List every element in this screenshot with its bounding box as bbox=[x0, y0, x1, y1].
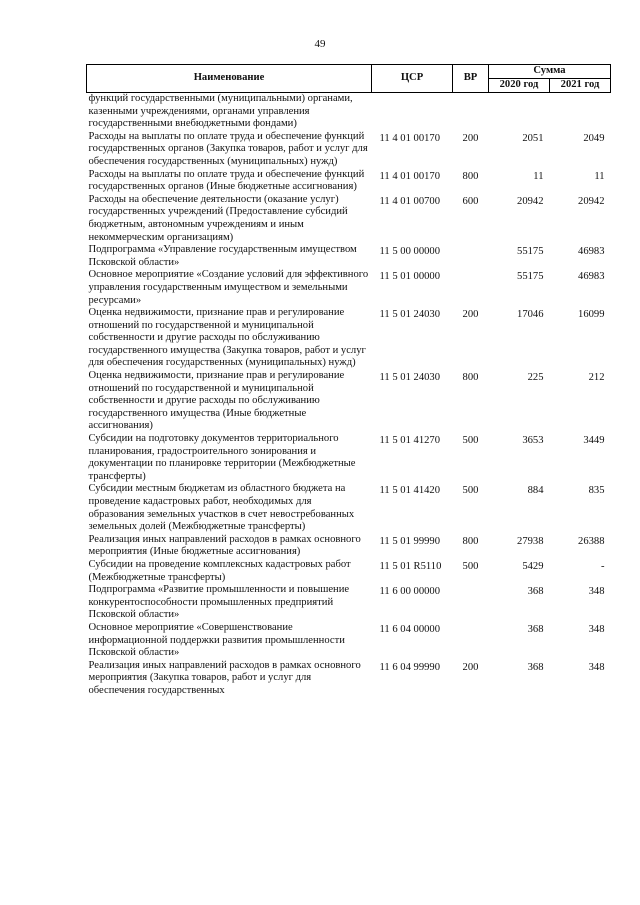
row-vr: 500 bbox=[462, 485, 479, 497]
table-row bbox=[87, 584, 611, 622]
row-csr: 11 6 00 00000 bbox=[379, 586, 441, 598]
row-csr: 11 4 01 00170 bbox=[379, 170, 441, 182]
row-csr: 11 5 01 24030 bbox=[379, 372, 441, 384]
row-csr: 11 4 01 00170 bbox=[379, 132, 441, 144]
table-row bbox=[87, 622, 611, 660]
row-value-2020: 3653 bbox=[522, 435, 544, 447]
row-name: Основное мероприятие «Создание условий для эффективного управления государственным имуществом и земельными ресурсами» bbox=[88, 269, 369, 306]
row-csr bbox=[372, 93, 453, 131]
row-vr: 800 bbox=[462, 535, 479, 547]
row-value-2021: 3449 bbox=[583, 435, 605, 447]
row-name: Расходы на выплаты по оплате труда и обеспечение функций государственных органов (Иные бюджетные ассигнования) bbox=[88, 168, 365, 193]
table-row bbox=[87, 559, 611, 584]
table-row bbox=[87, 483, 611, 533]
row-name: Расходы на выплаты по оплате труда и обеспечение функций государственных органов (Закупка товаров, работ и услуг для обеспечения государственных (муниципальных) нужд) bbox=[88, 130, 368, 167]
row-value-2021: 46983 bbox=[578, 246, 605, 258]
row-csr: 11 4 01 00700 bbox=[379, 195, 441, 207]
header-csr: ЦСР bbox=[372, 65, 453, 93]
row-value-2020 bbox=[489, 93, 550, 131]
table-row bbox=[87, 93, 611, 131]
row-csr: 11 6 04 00000 bbox=[379, 623, 441, 635]
row-csr: 11 5 01 41420 bbox=[379, 485, 441, 497]
table-row bbox=[87, 307, 611, 370]
row-name: Субсидии на подготовку документов территориального планирования, градостроительного зонирования и документации по планировке территории (Межбюджетные трансферты) bbox=[88, 433, 356, 482]
row-value-2020: 17046 bbox=[517, 309, 544, 321]
row-vr bbox=[453, 244, 489, 269]
table-row bbox=[87, 244, 611, 269]
row-value-2020: 55175 bbox=[517, 246, 544, 258]
row-value-2021: 348 bbox=[588, 661, 605, 673]
row-value-2020: 368 bbox=[527, 661, 544, 673]
row-csr: 11 5 00 00000 bbox=[379, 246, 441, 258]
row-vr: 500 bbox=[462, 435, 479, 447]
row-name: Подпрограмма «Развитие промышленности и повышение конкурентоспособности промышленных предприятий Псковской области» bbox=[88, 584, 350, 621]
row-name: Реализация иных направлений расходов в рамках основного мероприятия (Иные бюджетные ассигнования) bbox=[88, 533, 361, 558]
row-vr: 200 bbox=[462, 132, 479, 144]
budget-table bbox=[86, 64, 611, 698]
row-name: Оценка недвижимости, признание прав и регулирование отношений по государственной и муниципальной собственности и другие расходы по обслуживанию государственного имущества (Закупка товаров, работ и услуг для обеспечения государственных (муниципальных) нужд) bbox=[88, 307, 366, 369]
row-name: функций государственными (муниципальными) органами, казенными учреждениями, органами управления государственными внебюджетными фондами) bbox=[88, 93, 353, 130]
row-value-2021: 835 bbox=[588, 485, 605, 497]
table-row bbox=[87, 660, 611, 698]
table-row bbox=[87, 534, 611, 559]
row-name: Субсидии на проведение комплексных кадастровых работ (Межбюджетные трансферты) bbox=[88, 558, 351, 583]
header-vr: ВР bbox=[453, 65, 489, 93]
row-vr: 200 bbox=[462, 309, 479, 321]
row-vr: 200 bbox=[462, 661, 479, 673]
row-name: Подпрограмма «Управление государственным имуществом Псковской области» bbox=[88, 244, 357, 268]
row-value-2021: 46983 bbox=[578, 271, 605, 283]
row-name: Субсидии местным бюджетам из областного бюджета на проведение кадастровых работ, необходимых для образования земельных участков в счет невостребованных земельных долей (Межбюджетные трансферты) bbox=[88, 483, 355, 533]
row-value-2021: 20942 bbox=[578, 195, 605, 207]
row-vr bbox=[453, 622, 489, 660]
row-value-2020: 368 bbox=[527, 586, 544, 598]
row-csr: 11 5 01 R5110 bbox=[379, 560, 442, 572]
row-value-2021: 11 bbox=[594, 170, 605, 182]
table-body bbox=[87, 93, 611, 698]
header-sum: Сумма bbox=[489, 65, 611, 79]
row-value-2021: - bbox=[600, 560, 605, 572]
row-value-2020: 225 bbox=[527, 372, 544, 384]
row-csr: 11 6 04 99990 bbox=[379, 661, 441, 673]
row-value-2020: 368 bbox=[527, 623, 544, 635]
row-vr bbox=[453, 269, 489, 307]
row-value-2020: 5429 bbox=[522, 560, 544, 572]
row-name: Оценка недвижимости, признание прав и регулирование отношений по государственной и муниципальной собственности и другие расходы по обслуживанию государственного имущества (Иные бюджетные ассигнования) bbox=[88, 370, 345, 432]
row-value-2020: 884 bbox=[527, 485, 544, 497]
row-value-2020: 27938 bbox=[517, 535, 544, 547]
row-value-2020: 2051 bbox=[522, 132, 544, 144]
row-vr: 500 bbox=[462, 560, 479, 572]
row-vr bbox=[453, 93, 489, 131]
header-2021: 2021 год bbox=[550, 79, 611, 93]
header-name: Наименование bbox=[87, 65, 372, 93]
row-vr: 800 bbox=[462, 170, 479, 182]
row-vr: 800 bbox=[462, 372, 479, 384]
page-number: 49 bbox=[314, 38, 326, 50]
table-header-row bbox=[87, 65, 611, 79]
row-value-2020: 11 bbox=[533, 170, 544, 182]
row-value-2021: 26388 bbox=[578, 535, 605, 547]
table-row bbox=[87, 370, 611, 433]
row-csr: 11 5 01 41270 bbox=[379, 435, 441, 447]
row-value-2020: 55175 bbox=[517, 271, 544, 283]
row-csr: 11 5 01 24030 bbox=[379, 309, 441, 321]
row-name: Основное мероприятие «Совершенствование информационной поддержки развития промышленности Псковской области» bbox=[88, 621, 345, 659]
row-value-2021: 2049 bbox=[583, 132, 605, 144]
table-row bbox=[87, 131, 611, 169]
table-row bbox=[87, 194, 611, 244]
row-value-2021: 16099 bbox=[578, 309, 605, 321]
row-value-2021: 348 bbox=[588, 623, 605, 635]
row-name: Реализация иных направлений расходов в рамках основного мероприятия (Закупка товаров, работ и услуг для обеспечения государственных bbox=[88, 659, 361, 696]
row-value-2020: 20942 bbox=[517, 195, 544, 207]
row-vr bbox=[453, 584, 489, 622]
header-2020: 2020 год bbox=[489, 79, 550, 93]
row-value-2021 bbox=[550, 93, 611, 131]
row-vr: 600 bbox=[462, 195, 479, 207]
table-row bbox=[87, 433, 611, 483]
row-csr: 11 5 01 00000 bbox=[379, 271, 441, 283]
row-value-2021: 212 bbox=[588, 372, 605, 384]
table-row bbox=[87, 169, 611, 194]
row-csr: 11 5 01 99990 bbox=[379, 535, 441, 547]
row-name: Расходы на обеспечение деятельности (оказание услуг) государственных учреждений (Предоставление субсидий бюджетным, автономным учреждениям и иным некоммерческим организациям) bbox=[88, 193, 348, 243]
table-row bbox=[87, 269, 611, 307]
row-value-2021: 348 bbox=[588, 586, 605, 598]
